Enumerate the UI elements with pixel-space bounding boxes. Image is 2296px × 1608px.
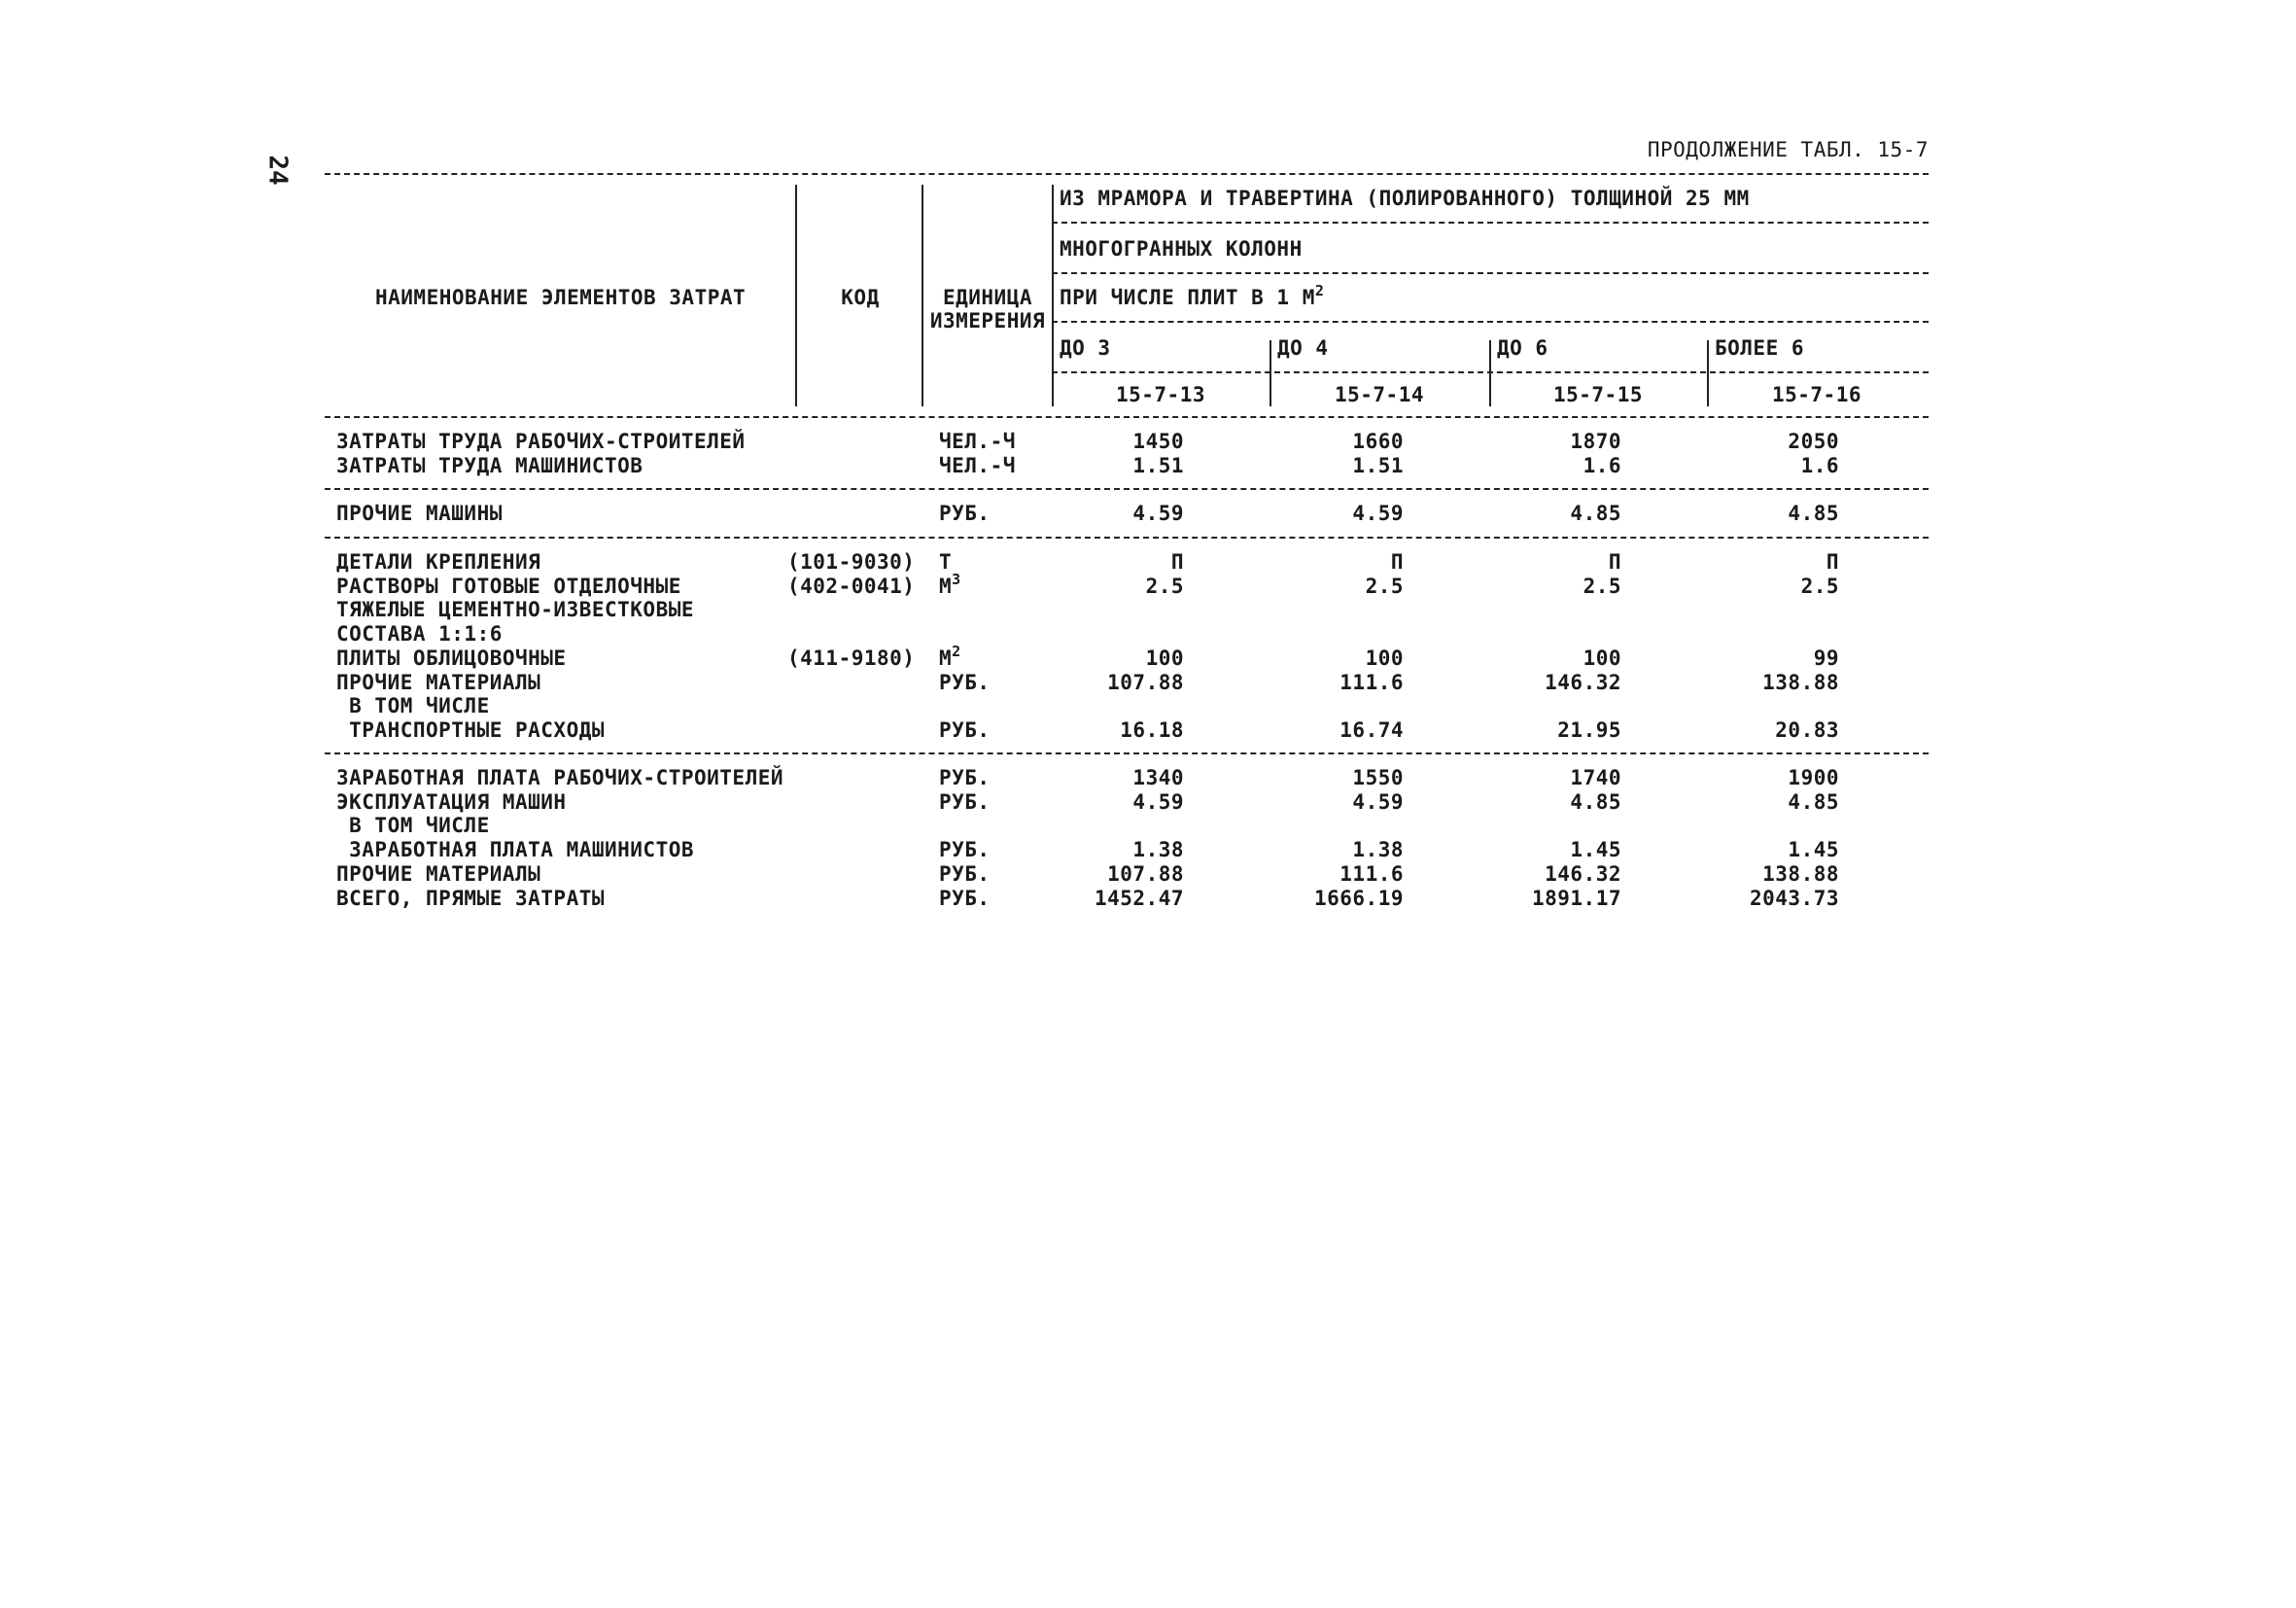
header-divider-g1: [1270, 340, 1271, 406]
row-name: ПРОЧИЕ МАШИНЫ: [336, 502, 503, 525]
row-unit: [939, 550, 952, 574]
row-unit: [939, 790, 991, 814]
row-value: 1740: [1570, 766, 1621, 789]
row-unit-text: Т: [939, 550, 953, 574]
row-unit-text: ЧЕЛ.-Ч: [939, 454, 1016, 477]
row-value: 21.95: [1557, 718, 1621, 742]
row-value: 1.45: [1788, 838, 1839, 861]
row-value: 16.74: [1339, 718, 1404, 742]
column-code: 15-7-13: [1115, 383, 1205, 406]
row-name: ТЯЖЕЛЫЕ ЦЕМЕНТНО-ИЗВЕСТКОВЫЕ: [336, 598, 695, 621]
row-name: ЗАТРАТЫ ТРУДА РАБОЧИХ-СТРОИТЕЛЕЙ: [336, 430, 746, 453]
row-value: 1.45: [1570, 838, 1621, 861]
column-code: 15-7-14: [1334, 383, 1424, 406]
row-value: 1.38: [1132, 838, 1184, 861]
row-value: 1891.17: [1531, 887, 1621, 910]
row-value: 138.88: [1762, 671, 1839, 694]
row-unit: [939, 502, 991, 525]
row-code: (402-0041): [787, 575, 916, 598]
row-unit-sup: 3: [952, 571, 961, 588]
header-line-3: [1060, 282, 1325, 309]
header-rule-1: [1052, 222, 1929, 224]
row-unit-text: ЧЕЛ.-Ч: [939, 430, 1016, 453]
row-unit-text: РУБ.: [939, 838, 991, 861]
row-unit: [939, 643, 961, 670]
row-value: 100: [1365, 647, 1404, 670]
row-value: 1870: [1570, 430, 1621, 453]
row-unit-text: РУБ.: [939, 862, 991, 886]
row-value: 2050: [1788, 430, 1839, 453]
header-line-1: ИЗ МРАМОРА И ТРАВЕРТИНА (ПОЛИРОВАННОГО) ТОЛЩИНОЙ 25 ММ: [1060, 187, 1750, 210]
row-unit: [939, 862, 991, 886]
row-code: (411-9180): [787, 647, 916, 670]
row-value: П: [1826, 550, 1839, 574]
row-value: 111.6: [1339, 862, 1404, 886]
row-value: 4.85: [1788, 790, 1839, 814]
row-value: 100: [1583, 647, 1621, 670]
row-value: 4.59: [1132, 502, 1184, 525]
group-label: БОЛЕЕ 6: [1715, 336, 1805, 360]
column-code: 15-7-16: [1771, 383, 1861, 406]
row-value: 1.51: [1132, 454, 1184, 477]
row-value: 2.5: [1800, 575, 1839, 598]
group-label: ДО 4: [1277, 336, 1329, 360]
row-unit-text: М: [939, 575, 953, 598]
row-value: 100: [1145, 647, 1184, 670]
row-name: ЭКСПЛУАТАЦИЯ МАШИН: [336, 790, 567, 814]
header-unit-col-1: ЕДИНИЦА: [942, 286, 1032, 309]
row-value: 20.83: [1775, 718, 1839, 742]
row-value: 1900: [1788, 766, 1839, 789]
column-code: 15-7-15: [1552, 383, 1643, 406]
row-unit-sup: 2: [952, 643, 961, 660]
header-rule-2: [1052, 272, 1929, 274]
page-number: 24: [262, 155, 293, 186]
table-caption: ПРОДОЛЖЕНИЕ ТАБЛ. 15-7: [1647, 138, 1929, 161]
header-code-col: КОД: [841, 286, 880, 309]
header-divider-name: [795, 185, 797, 406]
row-value: 146.32: [1545, 862, 1621, 886]
header-line-3-sup: 2: [1314, 282, 1325, 299]
section-rule: [325, 537, 1929, 539]
row-value: 2.5: [1145, 575, 1184, 598]
header-name-col: НАИМЕНОВАНИЕ ЭЛЕМЕНТОВ ЗАТРАТ: [375, 286, 747, 309]
section-rule: [325, 752, 1929, 754]
row-value: 1660: [1352, 430, 1404, 453]
row-unit-text: РУБ.: [939, 718, 991, 742]
row-value: 1.38: [1352, 838, 1404, 861]
header-divider-unit: [1052, 185, 1054, 406]
row-name: ЗАРАБОТНАЯ ПЛАТА МАШИНИСТОВ: [336, 838, 695, 861]
row-name: ПРОЧИЕ МАТЕРИАЛЫ: [336, 671, 541, 694]
row-value: 4.85: [1570, 790, 1621, 814]
row-name: В ТОМ ЧИСЛЕ: [336, 814, 490, 837]
row-value: 107.88: [1107, 671, 1184, 694]
row-value: 2043.73: [1749, 887, 1839, 910]
row-value: 4.59: [1352, 790, 1404, 814]
row-unit: [939, 887, 991, 910]
row-unit: [939, 718, 991, 742]
row-name: ЗАРАБОТНАЯ ПЛАТА РАБОЧИХ-СТРОИТЕЛЕЙ: [336, 766, 784, 789]
header-divider-g2: [1489, 340, 1491, 406]
row-unit: [939, 766, 991, 789]
row-name: ЗАТРАТЫ ТРУДА МАШИНИСТОВ: [336, 454, 644, 477]
header-top-rule: [325, 173, 1929, 175]
row-name: В ТОМ ЧИСЛЕ: [336, 694, 490, 717]
header-bottom-rule: [325, 416, 1929, 418]
row-value: П: [1390, 550, 1404, 574]
row-name: СОСТАВА 1:1:6: [336, 622, 503, 646]
row-value: 4.59: [1132, 790, 1184, 814]
header-line-3-text: ПРИ ЧИСЛЕ ПЛИТ В 1 М: [1060, 286, 1315, 309]
header-rule-3: [1052, 321, 1929, 323]
row-value: 1450: [1132, 430, 1184, 453]
header-line-2: МНОГОГРАННЫХ КОЛОНН: [1060, 237, 1303, 261]
row-value: 4.85: [1570, 502, 1621, 525]
row-name: ДЕТАЛИ КРЕПЛЕНИЯ: [336, 550, 541, 574]
row-value: 1340: [1132, 766, 1184, 789]
group-label: ДО 3: [1060, 336, 1111, 360]
row-unit: [939, 671, 991, 694]
row-value: 1452.47: [1094, 887, 1184, 910]
row-value: 1.6: [1800, 454, 1839, 477]
row-name: ВСЕГО, ПРЯМЫЕ ЗАТРАТЫ: [336, 887, 606, 910]
row-name: ПРОЧИЕ МАТЕРИАЛЫ: [336, 862, 541, 886]
row-unit-text: РУБ.: [939, 502, 991, 525]
section-rule: [325, 488, 1929, 490]
row-value: 1.51: [1352, 454, 1404, 477]
header-unit-col-2: ИЗМЕРЕНИЯ: [929, 309, 1046, 332]
row-value: 99: [1813, 647, 1839, 670]
group-label: ДО 6: [1497, 336, 1548, 360]
row-name: ПЛИТЫ ОБЛИЦОВОЧНЫЕ: [336, 647, 567, 670]
row-unit: [939, 838, 991, 861]
row-value: 138.88: [1762, 862, 1839, 886]
row-value: 107.88: [1107, 862, 1184, 886]
row-unit: [939, 454, 1016, 477]
header-divider-g3: [1707, 340, 1709, 406]
row-value: 4.59: [1352, 502, 1404, 525]
row-unit-text: РУБ.: [939, 887, 991, 910]
row-code: (101-9030): [787, 550, 916, 574]
row-value: 2.5: [1365, 575, 1404, 598]
row-value: 1.6: [1583, 454, 1621, 477]
row-name: ТРАНСПОРТНЫЕ РАСХОДЫ: [336, 718, 606, 742]
row-unit-text: РУБ.: [939, 766, 991, 789]
row-value: П: [1170, 550, 1184, 574]
row-name: РАСТВОРЫ ГОТОВЫЕ ОТДЕЛОЧНЫЕ: [336, 575, 681, 598]
row-value: 2.5: [1583, 575, 1621, 598]
row-unit: [939, 430, 1016, 453]
row-unit-text: РУБ.: [939, 671, 991, 694]
row-unit-text: РУБ.: [939, 790, 991, 814]
row-value: 16.18: [1120, 718, 1184, 742]
row-value: 1550: [1352, 766, 1404, 789]
row-value: П: [1608, 550, 1621, 574]
row-value: 111.6: [1339, 671, 1404, 694]
row-unit: [939, 571, 961, 598]
row-value: 146.32: [1545, 671, 1621, 694]
row-value: 1666.19: [1313, 887, 1404, 910]
row-value: 4.85: [1788, 502, 1839, 525]
row-unit-text: М: [939, 647, 953, 670]
